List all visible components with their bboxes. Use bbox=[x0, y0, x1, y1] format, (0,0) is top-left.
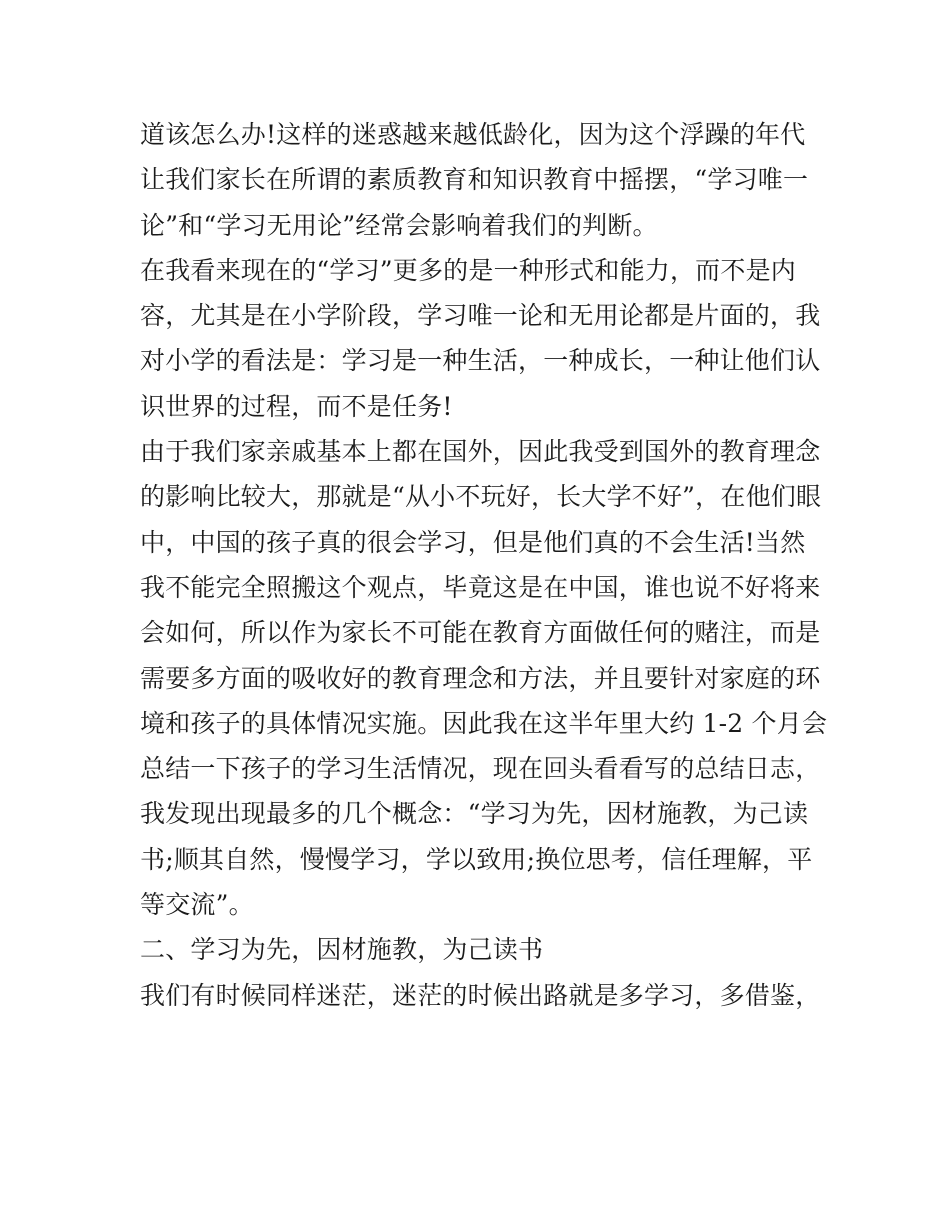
text-line: 识世界的过程，而不是任务! bbox=[140, 391, 453, 421]
text-line: 中，中国的孩子真的很会学习，但是他们真的不会生活!当然 bbox=[140, 527, 806, 557]
text-line: 论”和“学习无用论”经常会影响着我们的判断。 bbox=[140, 210, 658, 240]
text-line: 我不能完全照搬这个观点，毕竟这是在中国，谁也说不好将来 bbox=[140, 572, 821, 602]
text-line: 会如何，所以作为家长不可能在教育方面做任何的赌注，而是 bbox=[140, 618, 821, 648]
text-line: 境和孩子的具体情况实施。因此我在这半年里大约 1-2 个月会 bbox=[140, 708, 828, 738]
text-line: 我们有时候同样迷茫，迷茫的时候出路就是多学习，多借鉴， bbox=[140, 980, 821, 1010]
text-line: 的影响比较大，那就是“从小不玩好，长大学不好”，在他们眼 bbox=[140, 482, 822, 512]
text-line: 由于我们家亲戚基本上都在国外，因此我受到国外的教育理念 bbox=[140, 437, 821, 467]
text-line: 总结一下孩子的学习生活情况，现在回头看看写的总结日志， bbox=[140, 754, 821, 784]
text-line: 我发现出现最多的几个概念：“学习为先，因材施教，为己读 bbox=[140, 799, 809, 829]
text-line: 让我们家长在所谓的素质教育和知识教育中摇摆，“学习唯一 bbox=[140, 165, 809, 195]
document-body bbox=[140, 112, 828, 1018]
text-line: 对小学的看法是：学习是一种生活，一种成长，一种让他们认 bbox=[140, 346, 821, 376]
section-heading: 二、学习为先，因材施教，为己读书 bbox=[140, 935, 544, 965]
text-line: 容，尤其是在小学阶段，学习唯一论和无用论都是片面的，我 bbox=[140, 301, 821, 331]
text-line: 道该怎么办!这样的迷惑越来越低龄化，因为这个浮躁的年代 bbox=[140, 120, 806, 149]
text-line: 等交流”。 bbox=[140, 890, 254, 920]
text-line: 在我看来现在的“学习”更多的是一种形式和能力，而不是内 bbox=[140, 255, 796, 285]
text-line: 需要多方面的吸收好的教育理念和方法，并且要针对家庭的环 bbox=[140, 663, 821, 693]
text-line: 书;顺其自然，慢慢学习，学以致用;换位思考，信任理解，平 bbox=[140, 844, 813, 874]
